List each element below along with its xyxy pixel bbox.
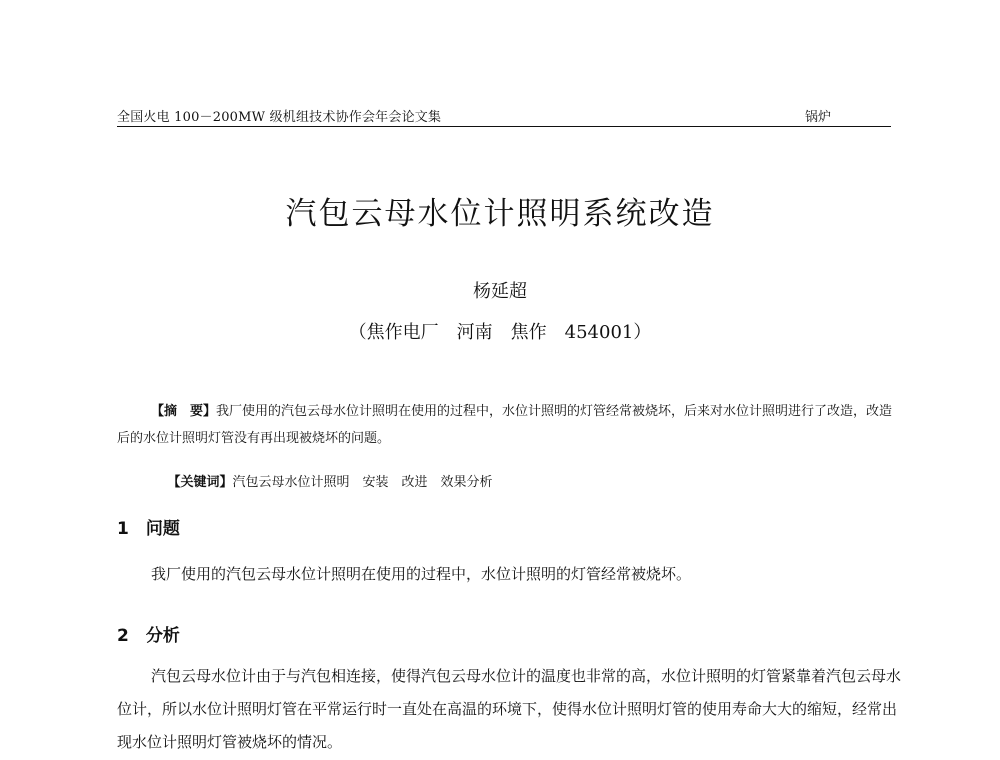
header-category: 锅炉 bbox=[804, 110, 831, 125]
abstract bbox=[117, 398, 897, 452]
section-paragraph-1: 我厂使用的汽包云母水位计照明在使用的过程中，水位计照明的灯管经常被烧坏。 bbox=[151, 565, 692, 583]
section-paragraph-2: 汽包云母水位计由于与汽包相连接，使得汽包云母水位计的温度也非常的高，水位计照明的灯管紧靠着汽包云母水位计，所以水位计照明灯管在平常运行时一直处在高温的环境下，使得水位计照明灯管的使用寿命大大的缩短，经常出现水位计照明灯管被烧坏的情况。 bbox=[117, 667, 902, 751]
author-affiliation: （焦作电厂 河南 焦作 454001） bbox=[348, 322, 652, 343]
section-heading-2: 2 分析 bbox=[117, 626, 180, 646]
abstract-text: 我厂使用的汽包云母水位计照明在使用的过程中，水位计照明的灯管经常被烧坏，后来对水位计照明进行了改造，改造后的水位计照明灯管没有再出现被烧坏的问题。 bbox=[117, 404, 893, 446]
keywords-text: 汽包云母水位计照明 安装 改进 效果分析 bbox=[232, 475, 493, 490]
abstract-label: 【摘 要】 bbox=[151, 404, 217, 419]
paper-title: 汽包云母水位计照明系统改造 bbox=[285, 196, 715, 232]
keywords-label: 【关键词】 bbox=[167, 475, 233, 490]
header-proceedings-title: 全国火电 100－200MW 级机组技术协作会年会论文集 bbox=[117, 110, 442, 125]
section-heading-1: 1 问题 bbox=[117, 519, 180, 539]
author-name: 杨延超 bbox=[473, 281, 527, 302]
running-header bbox=[117, 104, 891, 127]
keywords bbox=[151, 456, 493, 505]
